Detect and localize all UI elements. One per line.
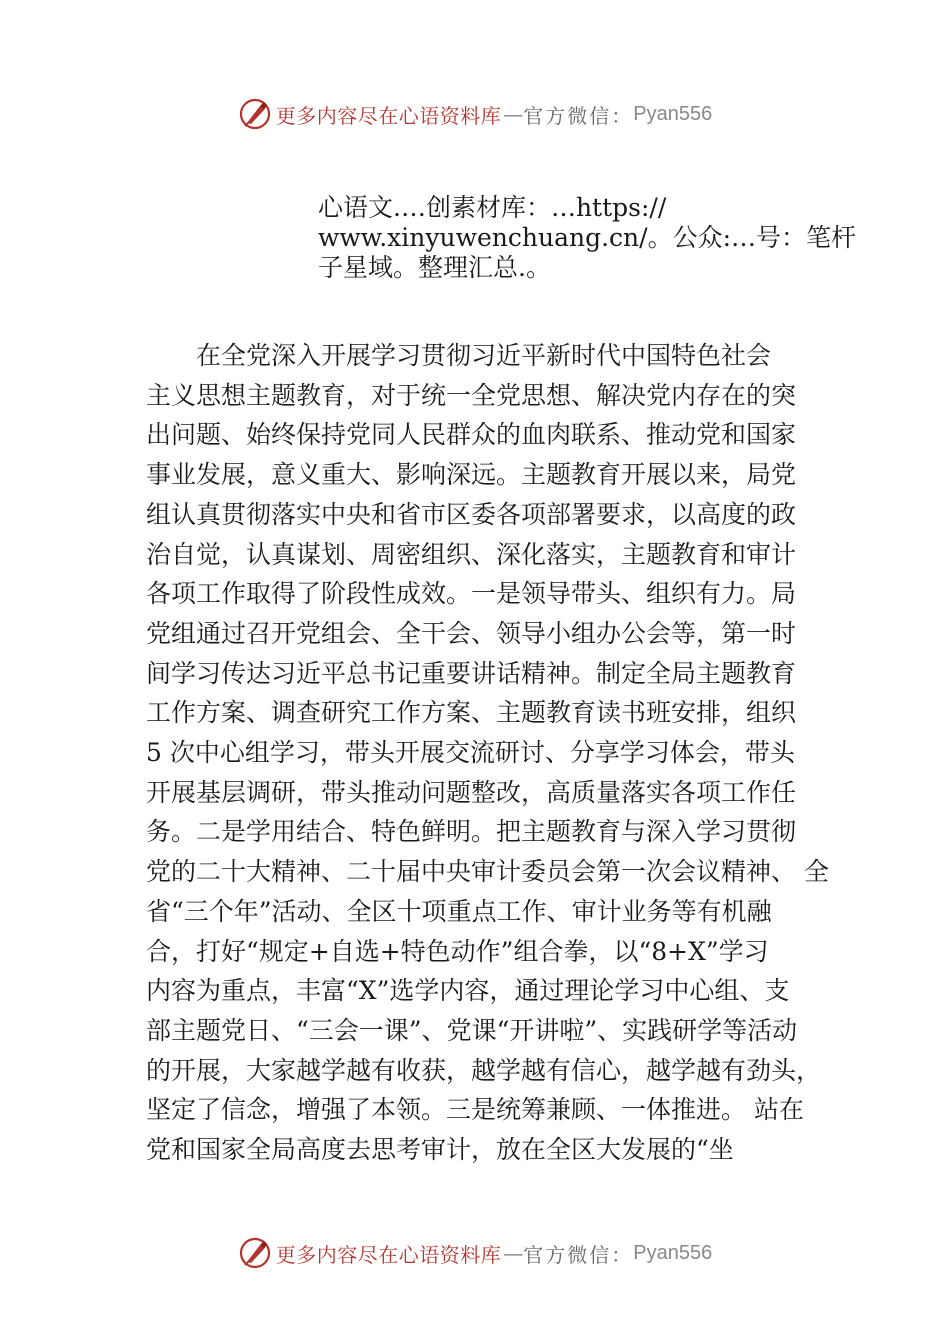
body-line: 的开展，大家越学越有收获，越学越有信心，越学越有劲头，: [146, 1055, 822, 1085]
watermark-wechat-id: Pyan556: [633, 1241, 713, 1264]
watermark-brand: 更多内容尽在心语资料库: [275, 103, 502, 128]
body-line: 工作方案、调查研究工作方案、主题教育读书班安排，组织: [146, 698, 797, 728]
body-line: 省“三个年”活动、全区十项重点工作、审计业务等有机融: [146, 896, 772, 926]
body-line: 事业发展，意义重大、影响深远。主题教育开展以来，局党: [146, 460, 797, 490]
body-line: 治自觉，认真谋划、周密组织、深化落实，主题教育和审计: [146, 539, 797, 569]
body-line: 出问题、始终保持党同人民群众的血肉联系、推动党和国家: [146, 420, 797, 450]
watermark-separator: —: [503, 1241, 522, 1265]
body-line: 各项工作取得了阶段性成效。一是领导带头、组织有力。局: [146, 579, 797, 609]
watermark-footer: [0, 1233, 950, 1273]
body-line: 坚定了信念，增强了本领。三是统筹兼顾、一体推进。 站在: [146, 1095, 804, 1125]
body-line: 合，打好“规定+自选+特色动作”组合拳，以“8+X”学习: [146, 936, 769, 966]
body-line: 内容为重点，丰富“X”选学内容，通过理论学习中心组、支: [146, 976, 790, 1006]
source-note-line: 子星域。整理汇总.。: [318, 253, 551, 282]
body-line: 党的二十大精神、二十届中央审计委员会第一次会议精神、 全: [146, 857, 829, 887]
body-paragraph: [146, 336, 829, 1170]
body-line: 部主题党日、“三会一课”、党课“开讲啦”、实践研学等活动: [146, 1015, 798, 1045]
watermark-separator: —: [503, 102, 522, 126]
body-line: 党和国家全局高度去思考审计，放在全区大发展的“坐: [146, 1135, 734, 1165]
body-line: 党组通过召开党组会、全干会、领导小组办公会等，第一时: [146, 618, 797, 648]
body-line: 间学习传达习近平总书记重要讲话精神。制定全局主题教育: [146, 658, 797, 688]
body-line: 组认真贯彻落实中央和省市区委各项部署要求，以高度的政: [146, 499, 797, 529]
pen-nib-logo-icon: [238, 97, 272, 131]
pen-nib-logo-icon: [238, 1236, 272, 1270]
source-note: [318, 193, 857, 283]
watermark-wechat-id: Pyan556: [633, 102, 713, 125]
body-line: 主义思想主题教育，对于统一全党思想、解决党内存在的突: [146, 380, 797, 410]
watermark-brand: 更多内容尽在心语资料库: [275, 1242, 502, 1267]
source-note-line: www.xinyuwenchuang.cn/。公众:…号：笔杆: [318, 223, 857, 252]
body-line: 5 次中心组学习，带头开展交流研讨、分享学习体会，带头: [146, 738, 795, 768]
body-line: 务。二是学用结合、特色鲜明。把主题教育与深入学习贯彻: [146, 817, 797, 847]
watermark-wechat-label: 官方微信：: [523, 1242, 634, 1267]
body-line: 开展基层调研，带头推动问题整改，高质量落实各项工作任: [146, 777, 797, 807]
source-note-line: 心语文.…创素材库：…https://: [318, 193, 667, 222]
watermark-header: [0, 94, 950, 134]
body-line: 在全党深入开展学习贯彻习近平新时代中国特色社会: [146, 341, 772, 370]
watermark-wechat-label: 官方微信：: [523, 103, 634, 128]
